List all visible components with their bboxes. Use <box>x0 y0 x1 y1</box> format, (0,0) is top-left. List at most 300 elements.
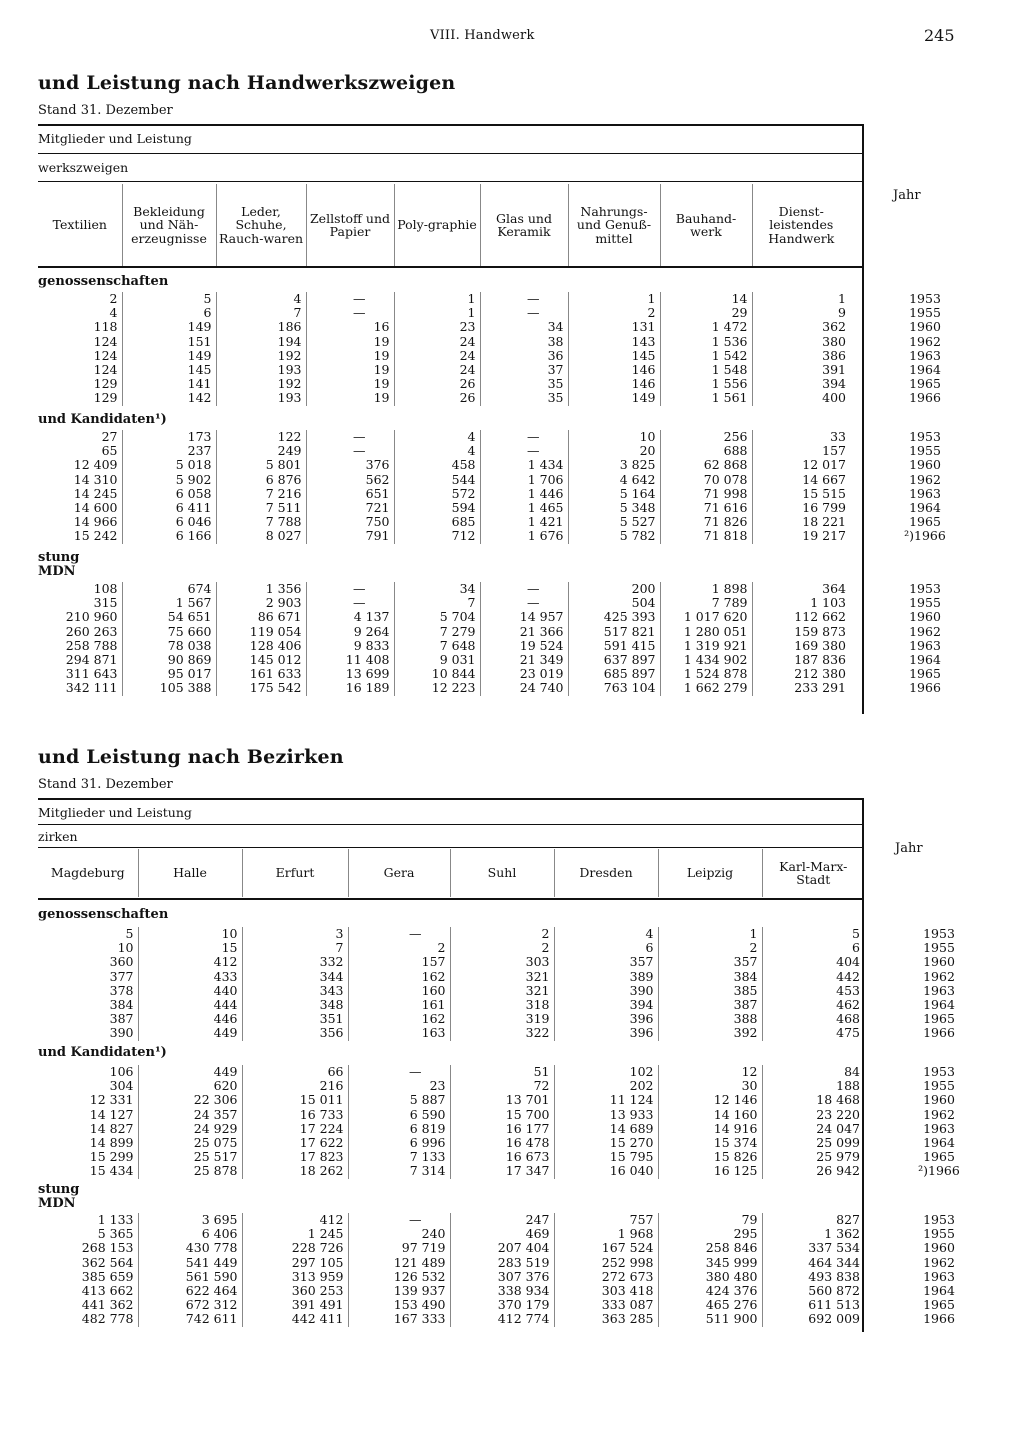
table-cell: 380 480 <box>658 1270 762 1284</box>
table-cell: 143 <box>568 335 660 349</box>
table-cell: 343 <box>242 984 348 998</box>
table-cell: 169 380 <box>752 639 850 653</box>
table-cell: 297 105 <box>242 1256 348 1270</box>
table-cell: 333 087 <box>554 1298 658 1312</box>
table-row <box>38 1136 1014 1150</box>
table-cell: 1 465 <box>480 501 568 515</box>
table-cell: 153 490 <box>348 1298 450 1312</box>
table-cell: 465 276 <box>658 1298 762 1312</box>
section2-header-rule <box>38 898 864 900</box>
table-cell: 29 <box>660 306 752 320</box>
column-header: Leder, Schuhe, Rauch-waren <box>216 184 306 266</box>
table-cell: 124 <box>93 333 118 349</box>
table-cell: 19 <box>306 349 394 363</box>
table-cell: — <box>306 582 394 596</box>
table-cell: 394 <box>752 377 850 391</box>
table-cell: — <box>306 292 394 306</box>
table-cell: 1 017 620 <box>660 610 752 624</box>
table-cell: 444 <box>138 998 242 1012</box>
table-cell: 1 434 902 <box>660 653 752 667</box>
section1-header-rule <box>38 266 864 268</box>
data-table <box>38 1213 1014 1327</box>
table-cell: 17 823 <box>242 1150 348 1164</box>
table-cell: 24 <box>394 349 480 363</box>
table-cell: 5 348 <box>568 501 660 515</box>
table-row <box>38 306 1000 320</box>
table-row <box>38 529 1000 543</box>
table-cell: 424 376 <box>658 1284 762 1298</box>
table-cell: 475 <box>762 1026 864 1040</box>
table-cell: 360 253 <box>242 1284 348 1298</box>
table-cell: — <box>348 1213 450 1227</box>
table-cell: 14 899 <box>89 1135 134 1151</box>
table-cell: 12 017 <box>752 458 850 472</box>
table-cell: — <box>480 292 568 306</box>
table-cell: 1 968 <box>554 1227 658 1241</box>
table-cell: 15 <box>138 941 242 955</box>
table-row <box>38 955 1014 969</box>
year-cell: 1964 <box>909 362 941 378</box>
table-cell: 5 782 <box>568 529 660 543</box>
column-header: Bekleidung und Näh-erzeugnisse <box>122 184 216 266</box>
table-row <box>38 653 1000 667</box>
table-cell: 71 818 <box>660 529 752 543</box>
table-cell: 376 <box>306 458 394 472</box>
table-cell: 611 513 <box>762 1298 864 1312</box>
table-row <box>38 970 1014 984</box>
table-cell: 139 937 <box>348 1284 450 1298</box>
table-cell: 24 <box>394 335 480 349</box>
table-row <box>38 292 1000 306</box>
table-cell: 364 <box>752 582 850 596</box>
table-cell: 162 <box>348 1012 450 1026</box>
table-cell: 126 532 <box>348 1270 450 1284</box>
table-cell: 1 <box>394 306 480 320</box>
table-row <box>38 335 1000 349</box>
year-cell: 1963 <box>923 982 955 998</box>
table-cell: 2 <box>450 941 554 955</box>
table-cell: 6 046 <box>122 515 216 529</box>
table-cell: 18 221 <box>752 515 850 529</box>
table-cell: 1 356 <box>216 582 306 596</box>
table-row <box>38 625 1000 639</box>
table-cell: 161 633 <box>216 667 306 681</box>
table-row <box>38 320 1000 334</box>
table-cell: 672 312 <box>138 1298 242 1312</box>
table-cell: 344 <box>242 970 348 984</box>
table-cell: 412 <box>242 1213 348 1227</box>
table-cell: 149 <box>122 349 216 363</box>
table-cell: 15 700 <box>450 1108 554 1122</box>
year-cell: 1955 <box>909 595 941 611</box>
section2-header-mid: zirken <box>38 829 78 844</box>
table-cell: 332 <box>242 955 348 969</box>
table-cell: 228 726 <box>242 1241 348 1255</box>
table-row <box>38 444 1000 458</box>
table-cell: 449 <box>138 1026 242 1040</box>
table-row <box>38 1122 1014 1136</box>
year-cell: 1963 <box>923 1268 955 1284</box>
table-cell: 173 <box>122 430 216 444</box>
table-cell: 363 285 <box>554 1312 658 1326</box>
table-cell: 193 <box>216 363 306 377</box>
data-table <box>38 430 1000 544</box>
table-cell: 187 836 <box>752 653 850 667</box>
table-row <box>38 1227 1014 1241</box>
section2-subtitle: Stand 31. Dezember <box>38 777 173 792</box>
table-row <box>38 1150 1014 1164</box>
chapter-title: VIII. Handwerk <box>430 28 535 43</box>
table-cell: 430 778 <box>138 1241 242 1255</box>
table-cell: 145 012 <box>216 653 306 667</box>
table-row <box>38 941 1014 955</box>
page-number: 245 <box>924 26 955 45</box>
table-row <box>38 363 1000 377</box>
table-cell: 712 <box>394 529 480 543</box>
table-cell: 4 642 <box>568 473 660 487</box>
table-cell: 122 <box>216 430 306 444</box>
table-cell: 14 916 <box>658 1122 762 1136</box>
table-cell: 389 <box>554 970 658 984</box>
table-cell: 14 <box>660 292 752 306</box>
table-row <box>38 1108 1014 1122</box>
table-cell: 304 <box>109 1078 134 1094</box>
table-cell: 357 <box>658 955 762 969</box>
table-cell: 387 <box>658 998 762 1012</box>
table-cell: 742 611 <box>138 1312 242 1326</box>
column-header: Suhl <box>450 849 554 897</box>
table-cell: 294 871 <box>65 652 118 668</box>
table-cell: 11 408 <box>306 653 394 667</box>
table-cell: 622 464 <box>138 1284 242 1298</box>
table-cell: 216 <box>242 1079 348 1093</box>
year-cell: 1964 <box>909 652 941 668</box>
table-cell: 24 047 <box>762 1122 864 1136</box>
table-cell: 4 <box>554 927 658 941</box>
table-cell: 10 <box>568 430 660 444</box>
data-table <box>38 1065 1014 1179</box>
table-cell: 674 <box>122 582 216 596</box>
year-cell: 1964 <box>923 997 955 1013</box>
table-cell: 303 418 <box>554 1284 658 1298</box>
table-cell: 388 <box>658 1012 762 1026</box>
table-cell: 362 <box>752 320 850 334</box>
year-cell: 1953 <box>909 581 941 596</box>
table-cell: 71 826 <box>660 515 752 529</box>
table-cell: 260 263 <box>65 623 118 639</box>
table-cell: 449 <box>138 1065 242 1079</box>
column-header: Bauhand-werk <box>660 184 752 266</box>
year-cell: 1962 <box>909 333 941 349</box>
table-cell: 23 019 <box>480 667 568 681</box>
table-cell: 14 127 <box>89 1106 134 1122</box>
table-cell: 594 <box>394 501 480 515</box>
year-cell: 1960 <box>923 1092 955 1108</box>
table-cell: 385 <box>658 984 762 998</box>
table-cell: 146 <box>568 363 660 377</box>
table-cell: 396 <box>554 1012 658 1026</box>
table-row <box>38 610 1000 624</box>
table-cell: 6 411 <box>122 501 216 515</box>
table-cell: 240 <box>348 1227 450 1241</box>
table-cell: 210 960 <box>65 609 118 625</box>
section2-rule-a <box>38 824 862 825</box>
year-cell: 1965 <box>909 514 941 530</box>
table-cell: 15 434 <box>89 1163 134 1179</box>
section1-title: und Leistung nach Handwerkszweigen <box>38 72 456 94</box>
table-cell: 10 <box>138 927 242 941</box>
table-row <box>38 473 1000 487</box>
table-cell: 145 <box>568 349 660 363</box>
table-cell: 16 177 <box>450 1122 554 1136</box>
column-header: Zellstoff und Papier <box>306 184 394 266</box>
table-row <box>38 1298 1014 1312</box>
table-cell: 186 <box>216 320 306 334</box>
table-cell: 193 <box>216 391 306 405</box>
table-cell: — <box>480 596 568 610</box>
table-cell: 19 <box>306 363 394 377</box>
table-cell: 25 517 <box>138 1150 242 1164</box>
table-cell: 1 <box>394 292 480 306</box>
table-cell: 504 <box>568 596 660 610</box>
table-cell: 7 789 <box>660 596 752 610</box>
table-cell: 7 279 <box>394 625 480 639</box>
table-cell: 15 270 <box>554 1136 658 1150</box>
table-cell: 384 <box>658 970 762 984</box>
table-cell: 1 524 878 <box>660 667 752 681</box>
table-row <box>38 1026 1014 1040</box>
table-cell: 440 <box>138 984 242 998</box>
table-cell: 1 676 <box>480 529 568 543</box>
table-cell: 394 <box>554 998 658 1012</box>
table-cell: 79 <box>658 1213 762 1227</box>
table-cell: 124 <box>93 347 118 363</box>
table-cell: 400 <box>752 391 850 405</box>
table-cell: 1 567 <box>122 596 216 610</box>
table-cell: 66 <box>242 1065 348 1079</box>
table-cell: 685 <box>394 515 480 529</box>
table-cell: 5 887 <box>348 1093 450 1107</box>
table-cell: 1 362 <box>762 1227 864 1241</box>
table-cell: 51 <box>450 1065 554 1079</box>
table-cell: 16 125 <box>658 1164 762 1178</box>
year-cell: 1965 <box>923 1011 955 1027</box>
table-cell: 541 449 <box>138 1256 242 1270</box>
table-cell: 3 825 <box>568 458 660 472</box>
table-cell: 12 331 <box>89 1092 134 1108</box>
section2-title: und Leistung nach Bezirken <box>38 746 344 768</box>
group-label: genossenschaften <box>38 907 169 922</box>
table-cell: 469 <box>450 1227 554 1241</box>
table-cell: 517 821 <box>568 625 660 639</box>
table-cell: 348 <box>242 998 348 1012</box>
year-cell: 1962 <box>923 968 955 984</box>
table-cell: 458 <box>394 458 480 472</box>
table-cell: 25 099 <box>762 1136 864 1150</box>
table-cell: 23 <box>394 320 480 334</box>
table-cell: 2 <box>568 306 660 320</box>
table-cell: 9 <box>752 306 850 320</box>
table-cell: 16 799 <box>752 501 850 515</box>
table-cell: 15 515 <box>752 487 850 501</box>
table-cell: 387 <box>109 1011 134 1027</box>
table-cell: 200 <box>568 582 660 596</box>
table-cell: 54 651 <box>122 610 216 624</box>
table-cell: 6 996 <box>348 1136 450 1150</box>
table-cell: 192 <box>216 349 306 363</box>
table-cell: 16 <box>306 320 394 334</box>
table-cell: — <box>306 306 394 320</box>
section2-year-header: Jahr <box>895 841 923 856</box>
table-cell: 142 <box>122 391 216 405</box>
section1-top-rule <box>38 124 864 126</box>
table-cell: 14 827 <box>89 1120 134 1136</box>
table-cell: 26 942 <box>762 1164 864 1178</box>
table-cell: 15 374 <box>658 1136 762 1150</box>
table-cell: 4 <box>216 292 306 306</box>
table-row <box>38 1012 1014 1026</box>
table-row <box>38 1213 1014 1227</box>
table-cell: 19 <box>306 377 394 391</box>
table-cell: 560 872 <box>762 1284 864 1298</box>
table-row <box>38 391 1000 405</box>
year-cell: 1963 <box>909 347 941 363</box>
table-cell: 6 819 <box>348 1122 450 1136</box>
table-cell: 167 524 <box>554 1241 658 1255</box>
table-cell: 384 <box>109 997 134 1013</box>
table-cell: 390 <box>554 984 658 998</box>
year-cell: 1955 <box>923 940 955 956</box>
table-cell: 90 869 <box>122 653 216 667</box>
table-cell: 24 929 <box>138 1122 242 1136</box>
table-cell: 129 <box>93 390 118 406</box>
table-cell: 14 245 <box>73 485 118 501</box>
year-cell: 1965 <box>909 666 941 682</box>
table-cell: 16 040 <box>554 1164 658 1178</box>
table-cell: 441 362 <box>81 1297 134 1313</box>
group-label: genossenschaften <box>38 274 169 289</box>
table-cell: 404 <box>762 955 864 969</box>
table-cell: 303 <box>450 955 554 969</box>
table-cell: 249 <box>216 444 306 458</box>
table-cell: 22 306 <box>138 1093 242 1107</box>
table-cell: 6 <box>762 941 864 955</box>
section2-top-rule <box>38 798 864 800</box>
column-header: Dresden <box>554 849 658 897</box>
table-cell: 78 038 <box>122 639 216 653</box>
table-cell: 462 <box>762 998 864 1012</box>
table-cell: 1 556 <box>660 377 752 391</box>
table-cell: 19 217 <box>752 529 850 543</box>
table-cell: 1 706 <box>480 473 568 487</box>
table-cell: 34 <box>480 320 568 334</box>
table-cell: 464 344 <box>762 1256 864 1270</box>
column-header: Magdeburg <box>50 865 125 881</box>
year-cell: 1966 <box>909 680 941 696</box>
table-row <box>38 349 1000 363</box>
table-cell: 14 600 <box>73 500 118 516</box>
table-cell: 482 778 <box>81 1311 134 1327</box>
table-cell: 442 <box>762 970 864 984</box>
table-cell: 412 774 <box>450 1312 554 1326</box>
table-cell: 24 357 <box>138 1108 242 1122</box>
table-cell: 7 <box>242 941 348 955</box>
section2-rule-b <box>38 847 862 848</box>
table-cell: 413 662 <box>81 1283 134 1299</box>
table-cell: 18 468 <box>762 1093 864 1107</box>
data-table <box>38 582 1000 696</box>
table-cell: 5 <box>762 927 864 941</box>
table-cell: 10 <box>117 940 134 956</box>
table-cell: 1 434 <box>480 458 568 472</box>
table-cell: 5 902 <box>122 473 216 487</box>
table-cell: 1 662 279 <box>660 681 752 695</box>
table-cell: 15 242 <box>73 528 118 544</box>
year-cell: 1964 <box>923 1135 955 1151</box>
section1-header-top: Mitglieder und Leistung <box>38 131 192 146</box>
year-cell: 1953 <box>909 291 941 306</box>
table-cell: 562 <box>306 473 394 487</box>
table-row <box>38 681 1000 695</box>
table-cell: 685 897 <box>568 667 660 681</box>
group-label: und Kandidaten¹) <box>38 1045 167 1060</box>
year-cell: 1965 <box>923 1297 955 1313</box>
table-cell: 35 <box>480 377 568 391</box>
table-cell: 2 <box>348 941 450 955</box>
year-cell: 1964 <box>923 1283 955 1299</box>
table-cell: 591 415 <box>568 639 660 653</box>
table-cell: 212 380 <box>752 667 850 681</box>
table-cell: 72 <box>450 1079 554 1093</box>
table-cell: 1 561 <box>660 391 752 405</box>
table-cell: 16 478 <box>450 1136 554 1150</box>
column-header: Leipzig <box>658 849 762 897</box>
table-cell: 5 <box>125 926 134 941</box>
table-cell: 9 264 <box>306 625 394 639</box>
table-row <box>38 1241 1014 1255</box>
table-cell: 1 280 051 <box>660 625 752 639</box>
table-cell: 386 <box>752 349 850 363</box>
table-cell: — <box>348 1065 450 1079</box>
table-cell: 362 564 <box>81 1254 134 1270</box>
column-header: Textilien <box>52 217 107 233</box>
group-label: stung MDN <box>38 1182 80 1211</box>
table-cell: 637 897 <box>568 653 660 667</box>
table-cell: 1 103 <box>752 596 850 610</box>
table-cell: — <box>480 582 568 596</box>
table-cell: 544 <box>394 473 480 487</box>
table-row <box>38 1284 1014 1298</box>
table-cell: 71 998 <box>660 487 752 501</box>
table-cell: 4 <box>394 430 480 444</box>
table-cell: 561 590 <box>138 1270 242 1284</box>
table-cell: 15 826 <box>658 1150 762 1164</box>
table-cell: 16 189 <box>306 681 394 695</box>
table-cell: 268 153 <box>81 1240 134 1256</box>
table-cell: 1 536 <box>660 335 752 349</box>
table-cell: 151 <box>122 335 216 349</box>
year-cell: 1962 <box>923 1254 955 1270</box>
year-cell: 1962 <box>923 1106 955 1122</box>
table-row <box>38 1256 1014 1270</box>
table-cell: 5 365 <box>97 1226 134 1242</box>
table-cell: 13 933 <box>554 1108 658 1122</box>
table-row <box>38 458 1000 472</box>
table-cell: 26 <box>394 377 480 391</box>
table-cell: 311 643 <box>65 666 118 682</box>
table-cell: 1 133 <box>97 1212 134 1227</box>
table-cell: 7 <box>216 306 306 320</box>
